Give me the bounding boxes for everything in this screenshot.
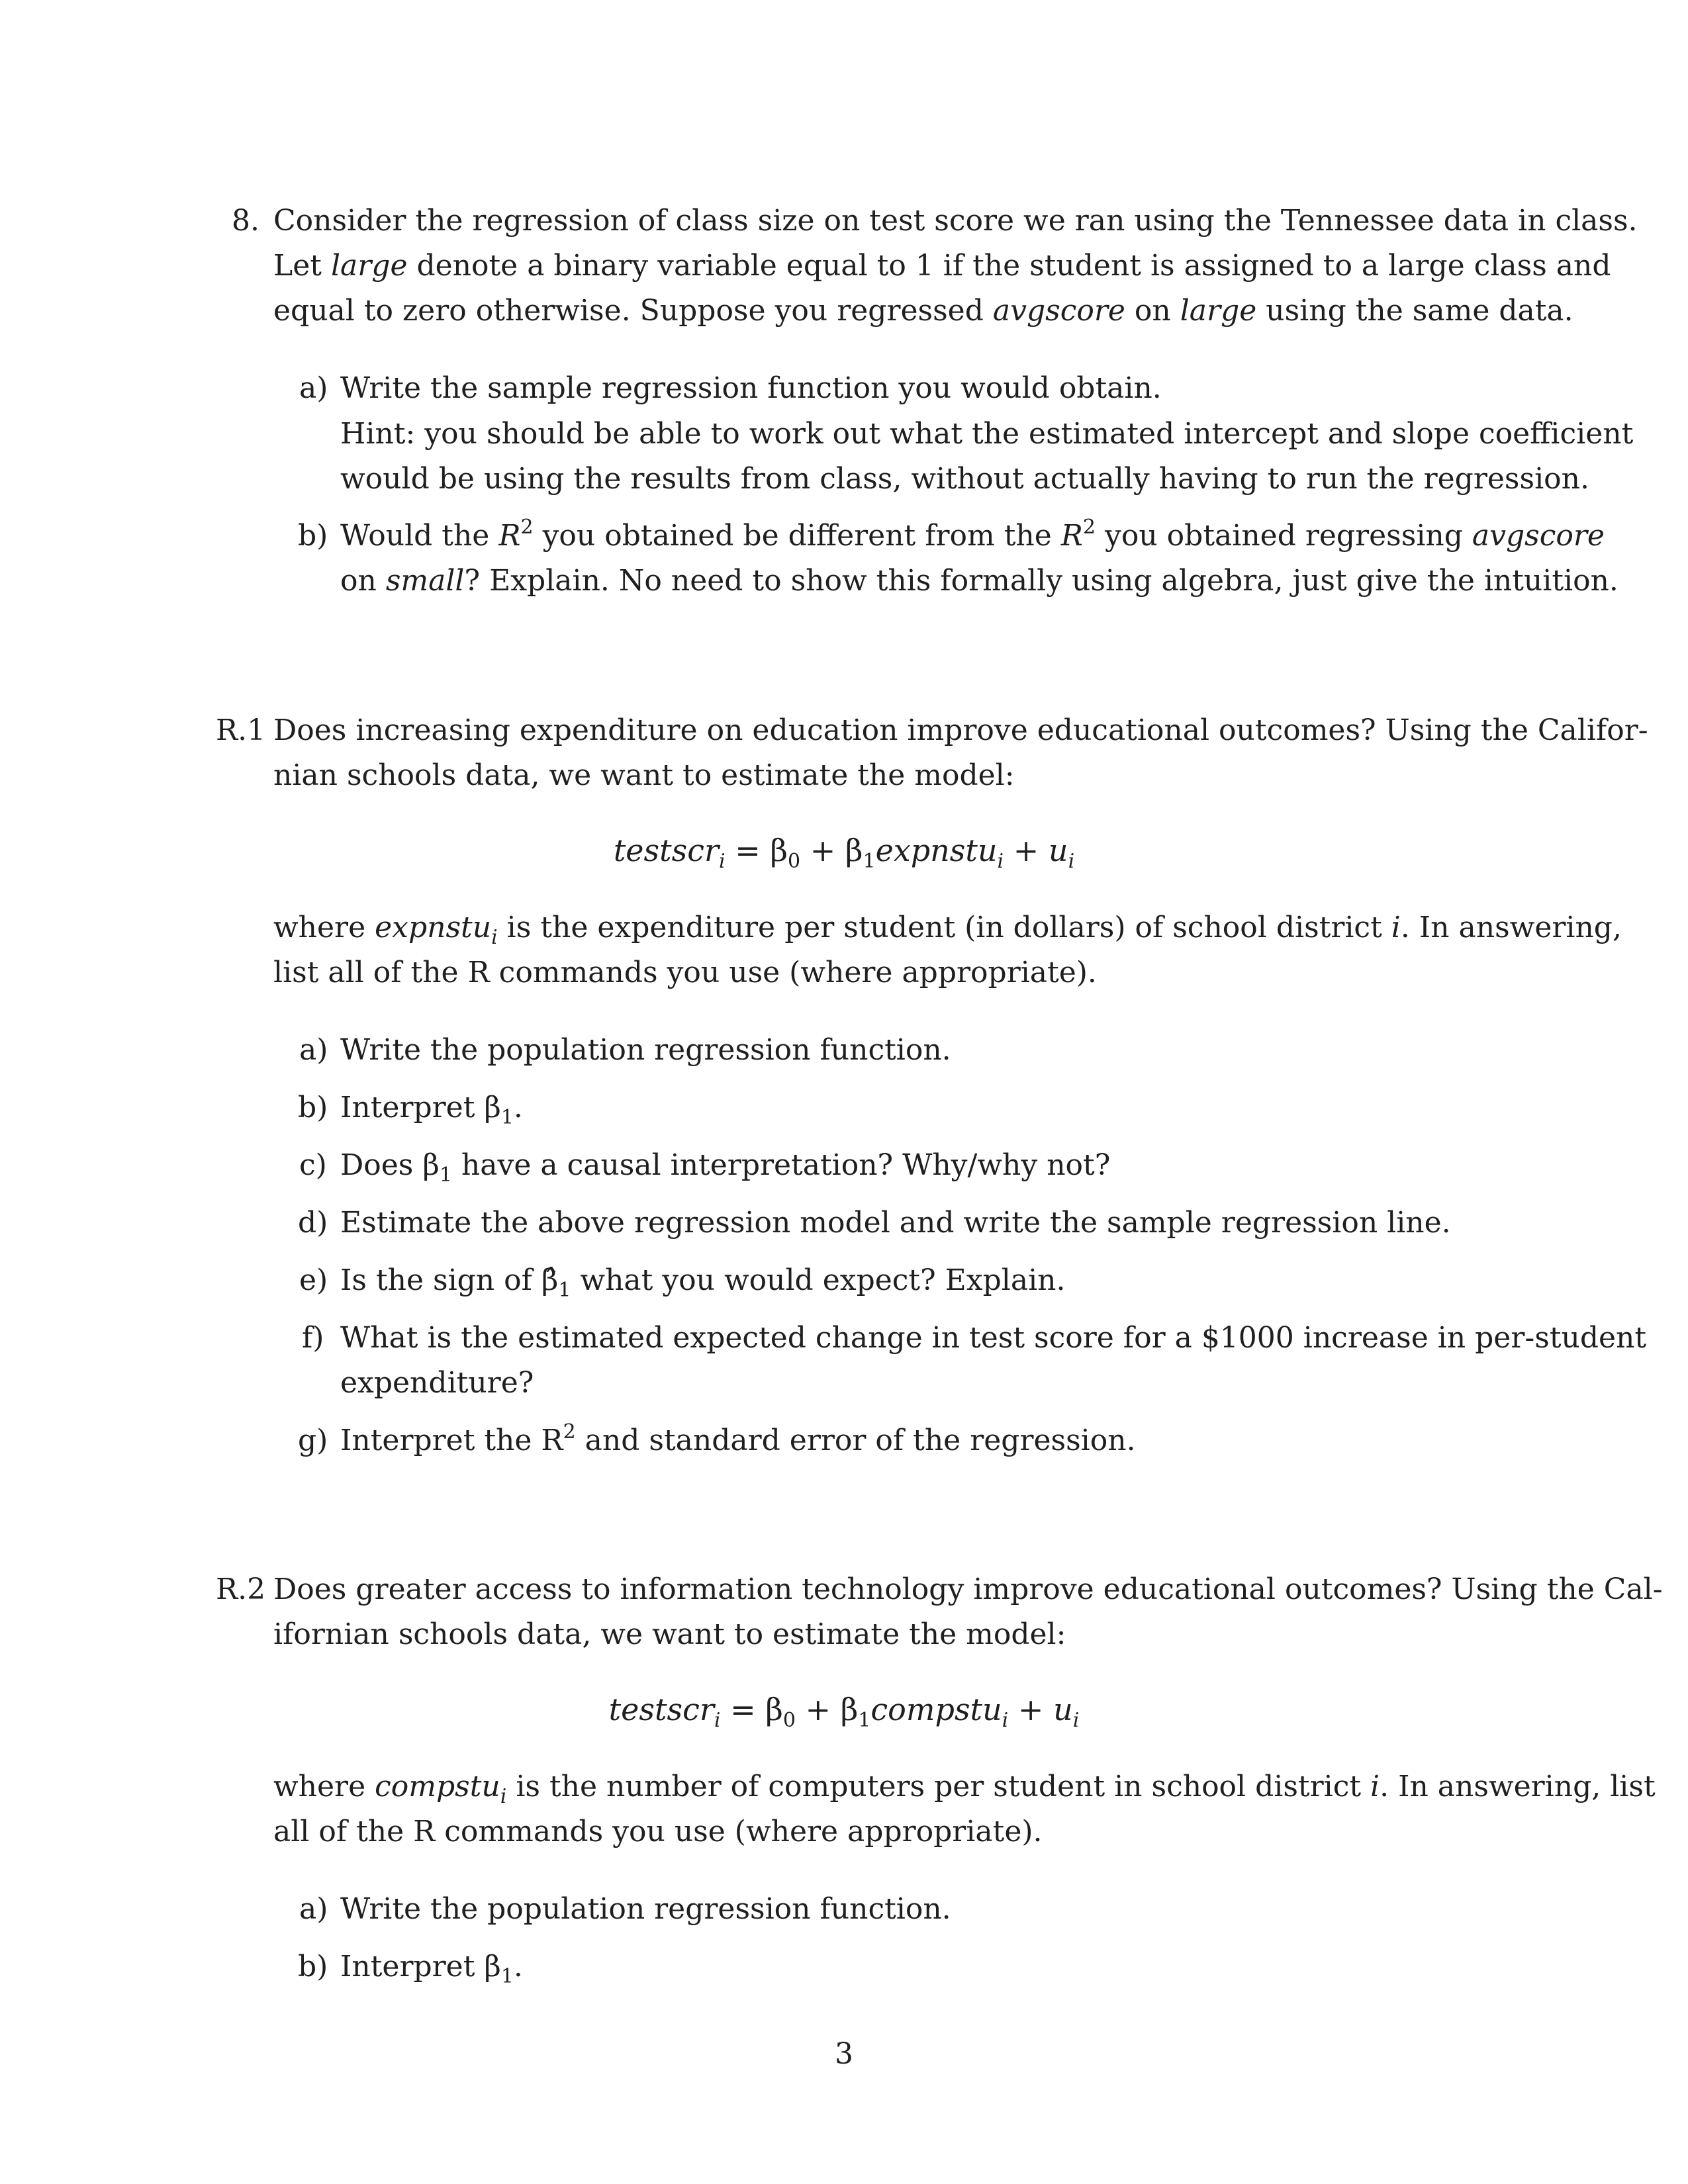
- question-8b-line-2: on small? Explain. No need to show this formally using algebra, just give the intuition.: [340, 564, 1618, 598]
- question-8-line-2: Let large denote a binary variable equal to 1 if the student is assigned to a large class and: [273, 249, 1611, 283]
- question-r2a-label: a): [299, 1892, 328, 1926]
- question-8b-line-1: Would the $R^2$ you obtained be different from the $R^2$ you obtained regressing avgscore: [340, 516, 1605, 553]
- question-8a-hint-line-1: Hint: you should be able to work out what the estimated intercept and slope coefficient: [340, 417, 1634, 451]
- question-r1a-label: a): [299, 1033, 328, 1067]
- question-r2a-text: Write the population regression function.: [340, 1892, 951, 1926]
- page-number: 3: [835, 2037, 853, 2071]
- question-8a-label: a): [299, 371, 328, 405]
- question-r1d-label: d): [298, 1206, 328, 1240]
- question-r2b-text: Interpret $\beta_1$.: [340, 1950, 523, 1988]
- question-r1-line-2: nian schools data, we want to estimate the model:: [273, 758, 1015, 792]
- question-r1g-label: g): [298, 1424, 328, 1457]
- question-r2-line-1: Does greater access to information technology improve educational outcomes? Using the Cal-: [273, 1572, 1663, 1606]
- question-r2b-label: b): [298, 1950, 328, 1983]
- equation-r1: testscr$_i$ = $\beta_0$ + $\beta_1expnstu_i + u_i$: [613, 833, 1075, 873]
- question-8-line-3: equal to zero otherwise. Suppose you regressed avgscore on large using the same data.: [273, 294, 1573, 328]
- question-r1-line-1: Does increasing expenditure on education improve educational outcomes? Using the Califor-: [273, 713, 1648, 747]
- question-r1e-label: e): [299, 1263, 328, 1297]
- equation-r2: testscr$_i$ = $\beta_0$ + $\beta_1compstu_i + u_i$: [608, 1692, 1080, 1732]
- question-r1-number: R.1: [216, 713, 266, 747]
- question-r1a-text: Write the population regression function.: [340, 1033, 951, 1067]
- question-8a-line-1: Write the sample regression function you would obtain.: [340, 371, 1162, 405]
- question-r1e-text: Is the sign of $\betâ_1$ what you would expect? Explain.: [340, 1263, 1066, 1302]
- question-8-number: 8.: [232, 204, 259, 238]
- question-8-line-1: Consider the regression of class size on test score we ran using the Tennessee data in class.: [273, 204, 1638, 238]
- question-r1c-text: Does $\beta_1$ have a causal interpretation? Why/why not?: [340, 1148, 1111, 1187]
- question-r1f-line-2: expenditure?: [340, 1366, 534, 1400]
- question-r1g-text: Interpret the $R^2$ and standard error of the regression.: [340, 1420, 1136, 1457]
- question-r2-number: R.2: [216, 1572, 266, 1606]
- question-8a-hint-line-2: would be using the results from class, without actually having to run the regression.: [340, 462, 1589, 496]
- question-r2-where-line-2: all of the R commands you use (where appropriate).: [273, 1815, 1043, 1848]
- question-r1c-label: c): [299, 1148, 327, 1182]
- question-r1-where-line-2: list all of the R commands you use (where appropriate).: [273, 956, 1097, 989]
- question-r1f-line-1: What is the estimated expected change in test score for a $1000 increase in per-student: [340, 1321, 1647, 1355]
- question-r1b-text: Interpret $\beta_1$.: [340, 1091, 523, 1129]
- question-r1f-label: f): [302, 1321, 324, 1355]
- question-8b-label: b): [298, 519, 328, 553]
- question-r1b-label: b): [298, 1091, 328, 1124]
- question-r1d-text: Estimate the above regression model and write the sample regression line.: [340, 1206, 1451, 1240]
- question-r2-line-2: ifornian schools data, we want to estimate the model:: [273, 1617, 1066, 1651]
- question-r1-where-line-1: where expnstu$_i$ is the expenditure per student (in dollars) of school district i. In answering,: [273, 911, 1622, 949]
- question-r2-where-line-1: where compstu$_i$ is the number of computers per student in school district i. In answering, list: [273, 1770, 1656, 1808]
